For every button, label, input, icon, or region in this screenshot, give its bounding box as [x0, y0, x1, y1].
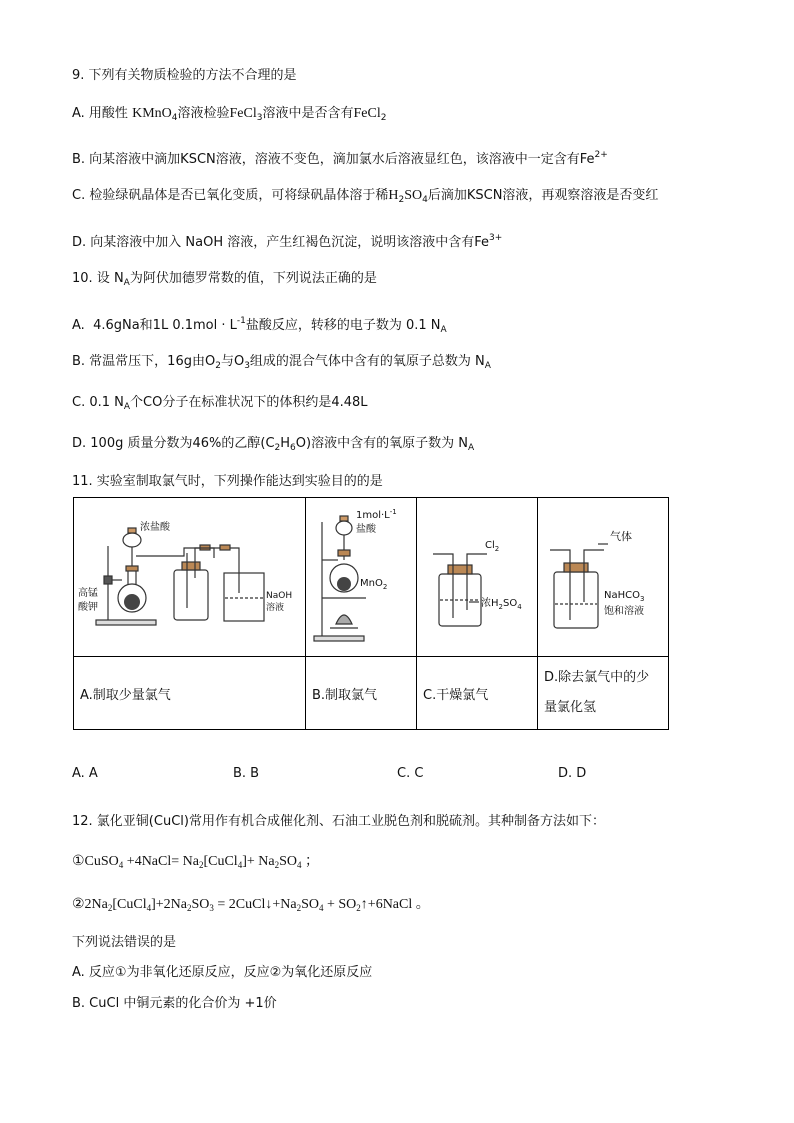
label-conc-hcl: 浓盐酸 — [140, 522, 170, 533]
q10-title: 10. 设 $N_A$为阿伏加德罗常数的值，下列说法正确的是 — [72, 271, 377, 288]
caption-a: A.制取少量氯气 — [74, 657, 306, 730]
q10-option-b: B. 常温常压下，16g由$O_2$与$O_3$组成的混合气体中含有的氧原子总数为 $N_A$ — [72, 354, 491, 371]
q12-equation-1: ①CuSO$_4$ +4NaCl= $Na_2[CuCl_4]+ Na_2SO_4$ ； — [72, 854, 319, 870]
q11-choice-b: B. B — [233, 766, 260, 781]
label-gas: 气体 — [610, 530, 632, 543]
label-naoh: NaOH — [266, 591, 293, 601]
label-h2so4: 浓$H_2SO_4$ — [481, 598, 522, 611]
apparatus-table — [73, 497, 669, 730]
caption-c: C.干燥氯气 — [417, 657, 538, 730]
label-saturated: 饱和溶液 — [604, 606, 644, 617]
label-kmno4-1: 高锰 — [78, 588, 98, 599]
q10-option-a: A. 4.6gNa和1L $0.1mol \cdot L^{-1}$盐酸反应，转移的电子数为 0.1 $N_A$ — [72, 316, 447, 335]
label-kmno4-2: 酸钾 — [78, 602, 98, 613]
label-nahco3: NaHCO$_3$ — [604, 590, 645, 603]
q12-equation-2: $②2Na_2[CuCl_4]+2Na_2SO_3$ = $2CuCl↓+Na_2SO_4$ + $SO_2↑+6NaCl$ 。 — [72, 897, 430, 913]
caption-b: B.制取氯气 — [306, 657, 417, 730]
q11-choice-d: D. D — [558, 766, 587, 781]
q11-choice-c: C. C — [397, 766, 424, 781]
q12-option-b: B. CuCl 中铜元素的化合价为 +1价 — [72, 996, 277, 1011]
q9-option-d: D. 向某溶液中加入 NaOH 溶液，产生红褐色沉淀，说明该溶液中含有$Fe^{3+}$ — [72, 233, 503, 250]
q9-title: 9. 下列有关物质检验的方法不合理的是 — [72, 68, 297, 83]
q10-option-d: D. 100g 质量分数为46%的乙醇$(C_2H_6O)$溶液中含有的氧原子数为 $N_A$ — [72, 436, 475, 453]
apparatus-a-image — [74, 498, 306, 657]
label-cl2: $Cl_2$ — [485, 540, 500, 553]
q12-title: 12. 氯化亚铜(CuCl)常用作有机合成催化剂、石油工业脱色剂和脱硫剂。其种制备方法如下： — [72, 814, 605, 829]
q12-option-a: A. 反应①为非氧化还原反应，反应②为氧化还原反应 — [72, 965, 373, 980]
q11-choice-a: A. A — [72, 766, 98, 781]
apparatus-c-image — [417, 498, 538, 657]
q11-title: 11. 实验室制取氯气时，下列操作能达到实验目的的是 — [72, 474, 383, 489]
label-mno2: MnO$_2$ — [360, 578, 388, 591]
q9-option-b: B. 向某溶液中滴加KSCN溶液，溶液不变色，滴加氯水后溶液显红色，该溶液中一定含有$Fe^{2+}$ — [72, 150, 608, 167]
q10-option-c: C. 0.1 $N_A$个CO分子在标准状况下的体积约是4.48L — [72, 395, 368, 412]
label-hcl: 盐酸 — [356, 524, 376, 535]
q12-prompt: 下列说法错误的是 — [72, 935, 177, 950]
caption-d: D.除去氯气中的少 量氯化氢 — [538, 657, 669, 730]
label-naoh-soln: 溶液 — [266, 603, 285, 613]
q9-option-a: A. 用酸性 KMnO$_4$溶液检验FeCl$_3$溶液中是否含有FeCl$_2$ — [72, 106, 387, 123]
apparatus-d-image — [538, 498, 669, 657]
q9-option-c: C. 检验绿矾晶体是否已氧化变质，可将绿矾晶体溶于稀$H_2SO_4$后滴加KSCN溶液，再观察溶液是否变红 — [72, 188, 659, 205]
apparatus-b-image — [306, 498, 417, 657]
label-hcl-conc: $1mol\cdot L^{-1}$ — [356, 508, 397, 521]
